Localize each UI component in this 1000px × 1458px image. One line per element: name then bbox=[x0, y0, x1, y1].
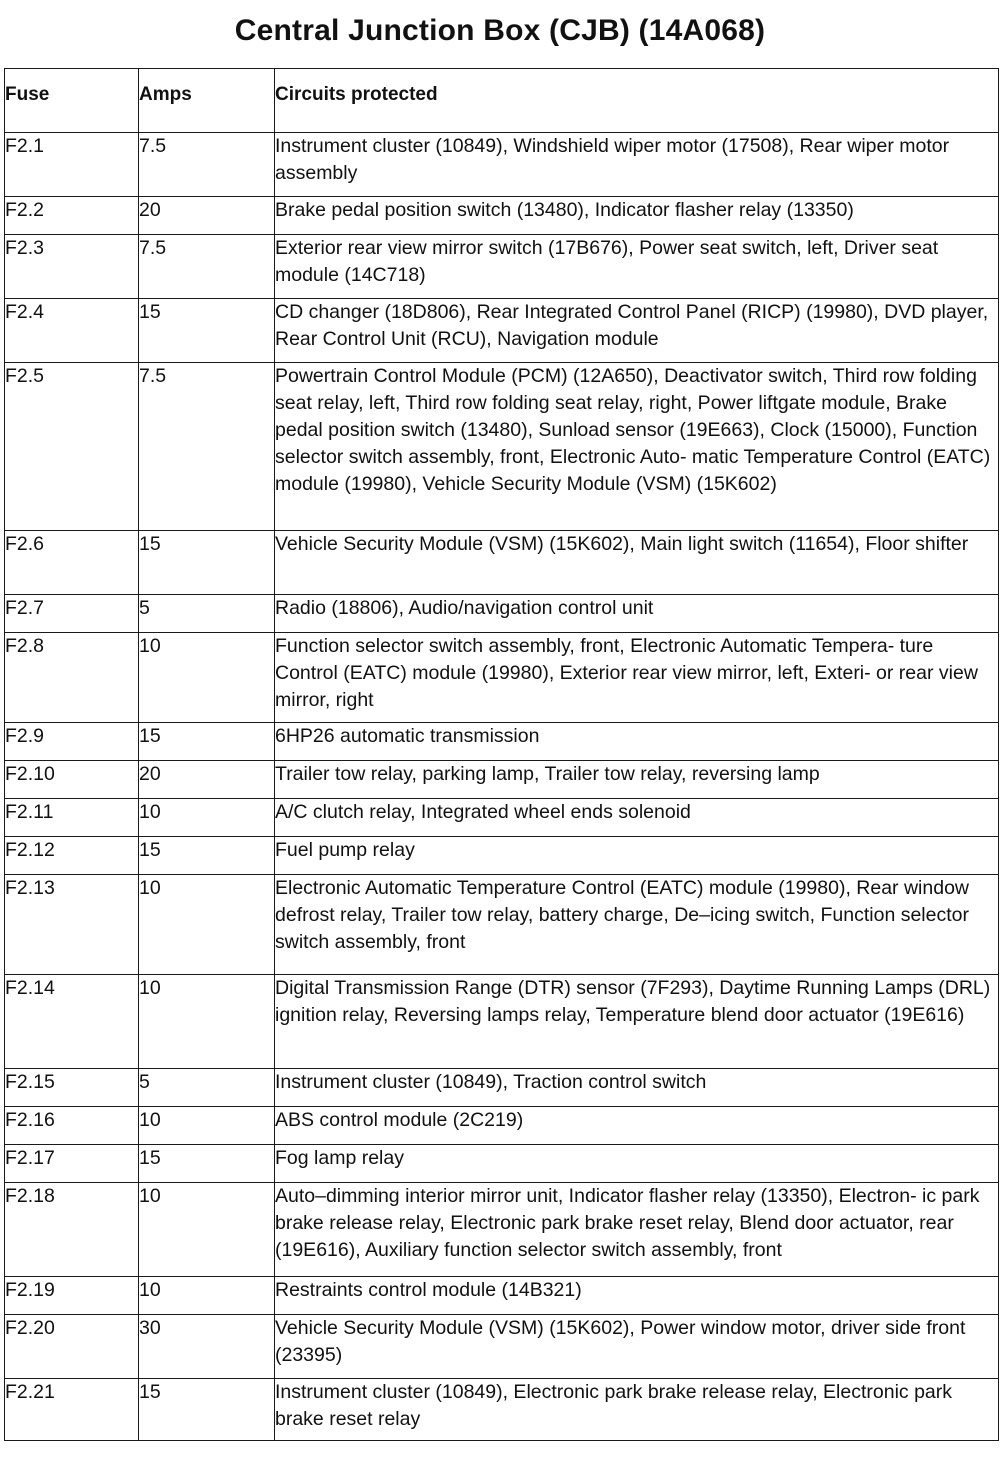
circuits-cell: Instrument cluster (10849), Electronic park brake release relay, Electronic park brake reset relay bbox=[275, 1379, 999, 1441]
amps-cell: 10 bbox=[139, 1183, 275, 1277]
amps-cell: 10 bbox=[139, 633, 275, 723]
table-row bbox=[5, 531, 999, 595]
table-row bbox=[5, 799, 999, 837]
header-amps: Amps bbox=[139, 69, 275, 133]
fuse-cell: F2.6 bbox=[5, 531, 139, 595]
table-row bbox=[5, 723, 999, 761]
amps-cell: 10 bbox=[139, 1277, 275, 1315]
amps-cell: 10 bbox=[139, 875, 275, 975]
fuse-cell: F2.21 bbox=[5, 1379, 139, 1441]
fuse-cell: F2.14 bbox=[5, 975, 139, 1069]
circuits-cell: 6HP26 automatic transmission bbox=[275, 723, 999, 761]
circuits-cell: Brake pedal position switch (13480), Indicator flasher relay (13350) bbox=[275, 197, 999, 235]
amps-cell: 7.5 bbox=[139, 235, 275, 299]
fuse-cell: F2.19 bbox=[5, 1277, 139, 1315]
fuse-cell: F2.16 bbox=[5, 1107, 139, 1145]
fuse-cell: F2.13 bbox=[5, 875, 139, 975]
fuse-cell: F2.1 bbox=[5, 133, 139, 197]
amps-cell: 15 bbox=[139, 299, 275, 363]
fuse-cell: F2.5 bbox=[5, 363, 139, 531]
amps-cell: 15 bbox=[139, 531, 275, 595]
table-row bbox=[5, 761, 999, 799]
circuits-cell: Function selector switch assembly, front, Electronic Automatic Tempera- ture Control (EATC) module (19980), Exterior rear view mirror, left, Exteri- or rear view mirror, right bbox=[275, 633, 999, 723]
amps-cell: 20 bbox=[139, 197, 275, 235]
table-row bbox=[5, 1315, 999, 1379]
table-row bbox=[5, 235, 999, 299]
fuse-cell: F2.7 bbox=[5, 595, 139, 633]
circuits-cell: Instrument cluster (10849), Traction control switch bbox=[275, 1069, 999, 1107]
circuits-cell: Exterior rear view mirror switch (17B676), Power seat switch, left, Driver seat module (14C718) bbox=[275, 235, 999, 299]
amps-cell: 7.5 bbox=[139, 363, 275, 531]
table-header-row bbox=[5, 69, 999, 133]
amps-cell: 5 bbox=[139, 595, 275, 633]
amps-cell: 15 bbox=[139, 1379, 275, 1441]
table-row bbox=[5, 1145, 999, 1183]
fuse-cell: F2.9 bbox=[5, 723, 139, 761]
fuse-cell: F2.15 bbox=[5, 1069, 139, 1107]
fuse-cell: F2.12 bbox=[5, 837, 139, 875]
table-row bbox=[5, 1183, 999, 1277]
fuse-cell: F2.17 bbox=[5, 1145, 139, 1183]
table-row bbox=[5, 1277, 999, 1315]
amps-cell: 15 bbox=[139, 723, 275, 761]
table-row bbox=[5, 197, 999, 235]
circuits-cell: Powertrain Control Module (PCM) (12A650), Deactivator switch, Third row folding seat relay, left, Third row folding seat relay, right, Power liftgate module, Brake pedal position switch (13480), Sunload sensor (19E663), Clock (15000), Function selector switch assembly, front, Electronic Auto- matic Temperature Control (EATC) module (19980), Vehicle Security Module (VSM) (15K602) bbox=[275, 363, 999, 531]
circuits-cell: Trailer tow relay, parking lamp, Trailer tow relay, reversing lamp bbox=[275, 761, 999, 799]
table-row bbox=[5, 1379, 999, 1441]
fuse-cell: F2.8 bbox=[5, 633, 139, 723]
table-row bbox=[5, 595, 999, 633]
circuits-cell: ABS control module (2C219) bbox=[275, 1107, 999, 1145]
amps-cell: 10 bbox=[139, 1107, 275, 1145]
circuits-cell: Digital Transmission Range (DTR) sensor (7F293), Daytime Running Lamps (DRL) ignition relay, Reversing lamps relay, Temperature blend door actuator (19E616) bbox=[275, 975, 999, 1069]
fuse-table bbox=[4, 68, 999, 1441]
circuits-cell: Electronic Automatic Temperature Control (EATC) module (19980), Rear window defrost relay, Trailer tow relay, battery charge, De–icing switch, Function selector switch assembly, front bbox=[275, 875, 999, 975]
circuits-cell: Instrument cluster (10849), Windshield wiper motor (17508), Rear wiper motor assembly bbox=[275, 133, 999, 197]
header-circuits: Circuits protected bbox=[275, 69, 999, 133]
table-row bbox=[5, 975, 999, 1069]
amps-cell: 10 bbox=[139, 975, 275, 1069]
table-row bbox=[5, 133, 999, 197]
circuits-cell: Radio (18806), Audio/navigation control unit bbox=[275, 595, 999, 633]
table-row bbox=[5, 875, 999, 975]
circuits-cell: Restraints control module (14B321) bbox=[275, 1277, 999, 1315]
circuits-cell: CD changer (18D806), Rear Integrated Control Panel (RICP) (19980), DVD player, Rear Control Unit (RCU), Navigation module bbox=[275, 299, 999, 363]
table-row bbox=[5, 1107, 999, 1145]
fuse-cell: F2.20 bbox=[5, 1315, 139, 1379]
fuse-cell: F2.3 bbox=[5, 235, 139, 299]
amps-cell: 30 bbox=[139, 1315, 275, 1379]
circuits-cell: Vehicle Security Module (VSM) (15K602), Main light switch (11654), Floor shifter bbox=[275, 531, 999, 595]
fuse-cell: F2.10 bbox=[5, 761, 139, 799]
amps-cell: 15 bbox=[139, 837, 275, 875]
amps-cell: 7.5 bbox=[139, 133, 275, 197]
amps-cell: 20 bbox=[139, 761, 275, 799]
fuse-cell: F2.4 bbox=[5, 299, 139, 363]
fuse-cell: F2.2 bbox=[5, 197, 139, 235]
circuits-cell: Fuel pump relay bbox=[275, 837, 999, 875]
fuse-cell: F2.18 bbox=[5, 1183, 139, 1277]
circuits-cell: Vehicle Security Module (VSM) (15K602), Power window motor, driver side front (23395) bbox=[275, 1315, 999, 1379]
table-row bbox=[5, 837, 999, 875]
table-row bbox=[5, 299, 999, 363]
amps-cell: 10 bbox=[139, 799, 275, 837]
circuits-cell: Auto–dimming interior mirror unit, Indicator flasher relay (13350), Electron- ic park brake release relay, Electronic park brake reset relay, Blend door actuator, rear (19E616), Auxiliary function selector switch assembly, front bbox=[275, 1183, 999, 1277]
circuits-cell: A/C clutch relay, Integrated wheel ends solenoid bbox=[275, 799, 999, 837]
table-row bbox=[5, 363, 999, 531]
header-fuse: Fuse bbox=[5, 69, 139, 133]
table-row bbox=[5, 1069, 999, 1107]
page-title: Central Junction Box (CJB) (14A068) bbox=[234, 14, 766, 47]
amps-cell: 5 bbox=[139, 1069, 275, 1107]
circuits-cell: Fog lamp relay bbox=[275, 1145, 999, 1183]
fuse-cell: F2.11 bbox=[5, 799, 139, 837]
table-row bbox=[5, 633, 999, 723]
amps-cell: 15 bbox=[139, 1145, 275, 1183]
